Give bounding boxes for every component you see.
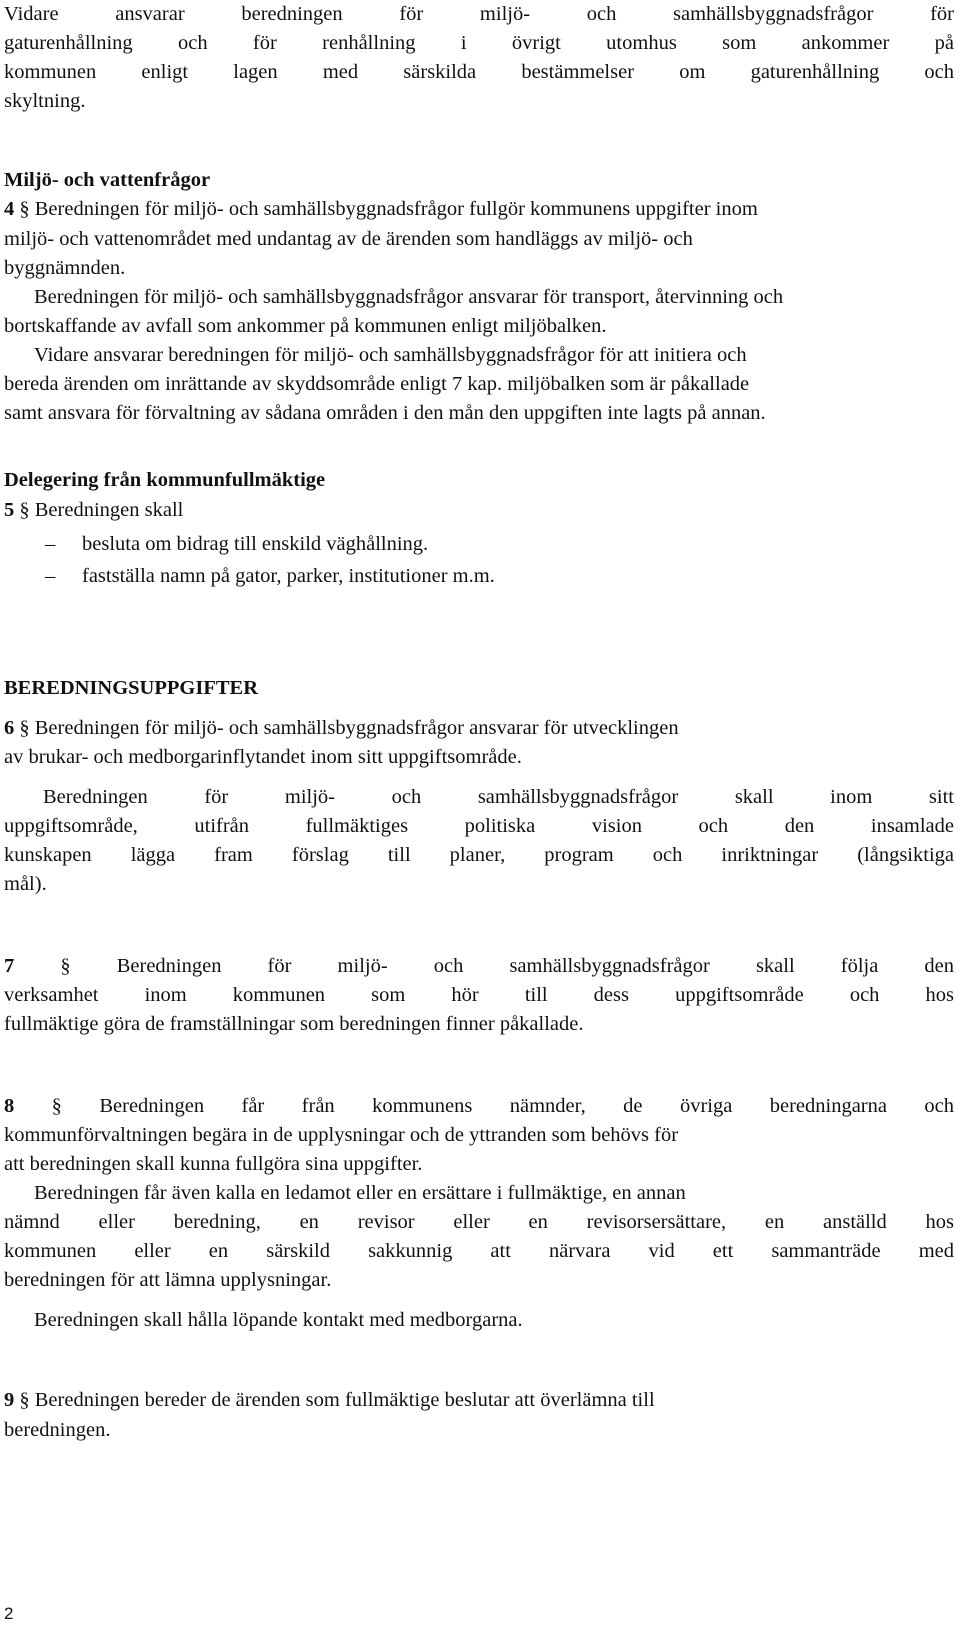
paragraph-line: skyltning.	[4, 90, 86, 112]
document-page: Vidare ansvarar beredningen för miljö- och samhällsbyggnadsfrågor för gaturenhållning och för renhållning i övrigt utomhus som ankommer på kommunen enligt lagen med särskilda bestämmelser om gaturenhållning och skyltning. Miljö- och vattenfrågor 4 § Beredningen för miljö- och samhällsbyggnadsfrågor fullgör kommunens uppgifter inom miljö- och vattenområdet med undantag av de ärenden som handläggs av miljö- och byggnämnden. Beredningen för miljö- och samhällsbyggnadsfrågor ansvarar för transport, återvinning och bortskaffande av avfall som ankommer på kommunen enligt miljöbalken. Vidare ansvarar beredningen för miljö- och samhällsbyggnadsfrågor för att initiera och bereda ärenden om inrättande av skyddsområde enligt 7 kap. miljöbalken som är påkallade samt ansvara för förvaltning av sådana områden i den mån den uppgiften inte lagts på annan. Delegering från kommunfullmäktige 5 § Beredningen skall – besluta om bidrag till enskild väghållning. – fastställa namn på gator, parker, institutioner m.m. BEREDNINGSUPPGIFTER 6 § Beredningen för miljö- och samhällsbyggnadsfrågor ansvarar för utvecklingen av brukar- och medborgarinflytandet inom sitt uppgiftsområde. Beredningen för miljö- och samhällsbyggnadsfrågor skall inom sitt uppgiftsområde, utifrån fullmäktiges politiska vision och den insamlade kunskapen lägga fram förslag till planer, program och inriktningar (långsiktiga mål). 7 § Beredningen för miljö- och samhällsbyggnadsfrågor skall följa den verksamhet inom kommunen som hör till dess uppgiftsområde och hos fullmäktige göra de framställningar som beredningen finner påkallade. 8 § Beredningen får från kommunens nämnder, de övriga beredningarna och kommunförvaltningen begära in de upplysningar och de yttranden som behövs för att beredningen skall kunna fullgöra sina uppgifter. Beredningen får även kalla en ledamot eller en ersättare i fullmäktige, en annan nämnd eller beredning, en revisor eller en revisorsersättare, en anställd hos kommunen eller en särskild sakkunnig att närvara vid ett sammanträde med beredningen för att lämna upplysningar. Beredningen skall hålla löpande kontakt med medborgarna. 9 § Beredningen bereder de ärenden som fullmäktige beslutar att överlämna till beredningen. 2	[0, 0, 960, 1632]
paragraph-line: kommunen enligt lagen med särskilda bestämmelser om gaturenhållning och	[4, 61, 954, 83]
section-heading: Delegering från kommunfullmäktige	[4, 469, 326, 491]
paragraph-line: Vidare ansvarar beredningen för miljö- och samhällsbyggnadsfrågor för att initiera och	[34, 344, 747, 366]
section-sign: §	[19, 499, 30, 521]
paragraph-line: att beredningen skall kunna fullgöra sina uppgifter.	[4, 1153, 423, 1175]
paragraph-line: bereda ärenden om inrättande av skyddsområde enligt 7 kap. miljöbalken som är påkallade	[4, 373, 750, 395]
paragraph-line: uppgiftsområde, utifrån fullmäktiges politiska vision och den insamlade	[4, 815, 954, 837]
section-sign: §	[19, 1389, 30, 1411]
section-heading: Miljö- och vattenfrågor	[4, 169, 211, 191]
section-number: 4	[4, 198, 15, 220]
paragraph-line: kunskapen lägga fram förslag till planer, program och inriktningar (långsiktiga	[4, 844, 954, 866]
section-4-line: 4 § Beredningen för miljö- och samhällsbyggnadsfrågor fullgör kommunens uppgifter inom	[4, 198, 758, 220]
paragraph-line: Beredningen för miljö- och samhällsbyggnadsfrågor ansvarar för transport, återvinning och	[34, 286, 784, 308]
paragraph-line: Beredningen för miljö- och samhällsbyggnadsfrågor skall inom sitt	[43, 786, 954, 808]
paragraph-line: Beredningen skall hålla löpande kontakt med medborgarna.	[34, 1309, 523, 1331]
paragraph-line: beredningen för att lämna upplysningar.	[4, 1269, 332, 1291]
paragraph-line: Beredningen får även kalla en ledamot eller en ersättare i fullmäktige, en annan	[34, 1182, 686, 1204]
dash-bullet: –	[45, 533, 56, 555]
paragraph-line: kommunen eller en särskild sakkunnig att närvara vid ett sammanträde med	[4, 1240, 954, 1262]
section-8-line: 8 § Beredningen får från kommunens nämnder, de övriga beredningarna och	[4, 1095, 954, 1117]
section-number: 6	[4, 717, 15, 739]
section-number: 5	[4, 499, 15, 521]
section-heading: BEREDNINGSUPPGIFTER	[4, 677, 259, 699]
section-number: 8	[4, 1095, 15, 1117]
paragraph-line: bortskaffande av avfall som ankommer på kommunen enligt miljöbalken.	[4, 315, 607, 337]
page-number: 2	[4, 1604, 14, 1623]
paragraph-line: gaturenhållning och för renhållning i övrigt utomhus som ankommer på	[4, 32, 954, 54]
section-7-line: 7 § Beredningen för miljö- och samhällsbyggnadsfrågor skall följa den	[4, 955, 955, 977]
section-number: 7	[4, 955, 15, 977]
paragraph-line: av brukar- och medborgarinflytandet inom sitt uppgiftsområde.	[4, 746, 522, 768]
paragraph-line: byggnämnden.	[4, 257, 126, 279]
section-number: 9	[4, 1389, 15, 1411]
section-sign: §	[51, 1095, 62, 1117]
paragraph-line: miljö- och vattenområdet med undantag av de ärenden som handläggs av miljö- och	[4, 228, 693, 250]
section-sign: §	[60, 955, 71, 977]
dash-bullet: –	[45, 565, 56, 587]
paragraph-line: verksamhet inom kommunen som hör till dess uppgiftsområde och hos	[4, 984, 954, 1006]
paragraph-line: kommunförvaltningen begära in de upplysningar och de yttranden som behövs för	[4, 1124, 679, 1146]
section-6-line: 6 § Beredningen för miljö- och samhällsbyggnadsfrågor ansvarar för utvecklingen	[4, 717, 679, 739]
section-9-line: 9 § Beredningen bereder de ärenden som fullmäktige beslutar att överlämna till	[4, 1389, 655, 1411]
paragraph-line: mål).	[4, 873, 47, 895]
paragraph-line: samt ansvara för förvaltning av sådana områden i den mån den uppgiften inte lagts på annan.	[4, 402, 766, 424]
section-5-line: 5 § Beredningen skall	[4, 499, 184, 521]
paragraph-line: beredningen.	[4, 1419, 111, 1441]
paragraph-line: Vidare ansvarar beredningen för miljö- och samhällsbyggnadsfrågor för	[4, 3, 954, 25]
section-sign: §	[19, 198, 30, 220]
section-sign: §	[19, 717, 30, 739]
paragraph-line: fullmäktige göra de framställningar som beredningen finner påkallade.	[4, 1013, 584, 1035]
paragraph-line: nämnd eller beredning, en revisor eller en revisorsersättare, en anställd hos	[4, 1211, 954, 1233]
